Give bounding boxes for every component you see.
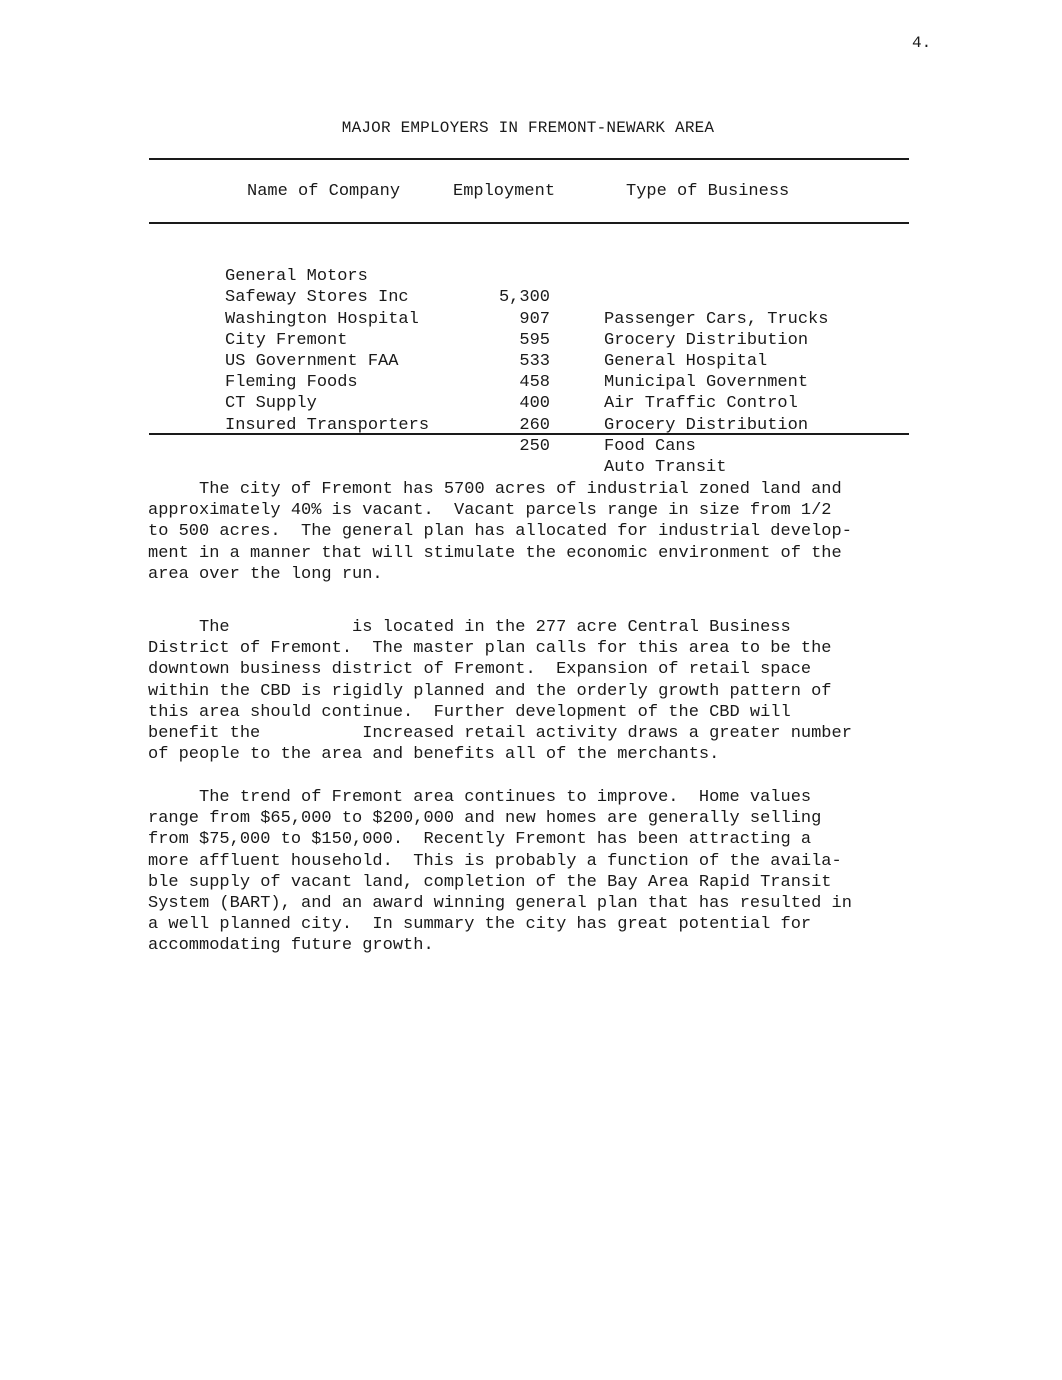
paragraph-line: District of Fremont. The master plan calls for this area to be the — [148, 639, 832, 659]
paragraph-line: of people to the area and benefits all of the merchants. — [148, 745, 720, 765]
paragraph-line: The city of Fremont has 5700 acres of industrial zoned land and — [148, 480, 842, 499]
employment-count: 5,300 — [498, 288, 550, 308]
page-number: 4. — [912, 34, 932, 52]
company-name: Insured Transporters — [225, 415, 430, 435]
company-name: Washington Hospital — [225, 309, 419, 329]
business-type: Food Cans — [604, 436, 696, 456]
table-bottom-rule — [149, 433, 909, 435]
paragraph-line: downtown business district of Fremont. Expansion of retail space — [148, 660, 812, 680]
paragraph-line: this area should continue. Further development of the CBD will — [148, 702, 791, 722]
column-header-company: Name of Company — [247, 182, 401, 201]
paragraph-line: accommodating future growth. — [148, 936, 434, 956]
company-name: Fleming Foods — [225, 373, 358, 393]
business-type: Grocery Distribution — [604, 330, 809, 350]
column-header-employment: Employment — [453, 182, 556, 201]
paragraph-line: System (BART), and an award winning general plan that has resulted in — [148, 894, 852, 914]
business-type: Passenger Cars, Trucks — [604, 309, 829, 329]
paragraph-line: from $75,000 to $150,000. Recently Fremont has been attracting a — [148, 830, 812, 850]
business-type: Air Traffic Control — [604, 394, 798, 414]
page-title: MAJOR EMPLOYERS IN FREMONT-NEWARK AREA — [341, 119, 715, 137]
paragraph-line: The trend of Fremont area continues to improve. Home values — [148, 788, 812, 807]
paragraph-line: The is located in the 277 acre Central Business — [148, 618, 791, 637]
paragraph-industrial-land — [148, 479, 908, 585]
paragraph-line: benefit the Increased retail activity draws a greater number — [148, 724, 852, 744]
paragraph-line: to 500 acres. The general plan has allocated for industrial develop- — [148, 522, 852, 542]
employment-count: 458 — [519, 373, 550, 393]
paragraph-line: range from $65,000 to $200,000 and new homes are generally selling — [148, 809, 822, 829]
company-name: General Motors — [225, 267, 368, 287]
table-header-rule — [149, 222, 909, 224]
employer-table-body — [0, 245, 1062, 477]
column-header-business-type: Type of Business — [626, 182, 790, 201]
company-name: Safeway Stores Inc — [225, 288, 409, 308]
employment-count: 260 — [519, 415, 550, 435]
employment-count: 595 — [519, 330, 550, 350]
paragraph-line: area over the long run. — [148, 564, 383, 584]
employment-count: 250 — [519, 436, 550, 456]
company-name: CT Supply — [225, 394, 317, 414]
business-type: Grocery Distribution — [604, 415, 809, 435]
paragraph-home-values — [148, 787, 908, 957]
business-type: Auto Transit — [604, 457, 727, 477]
employment-count: 907 — [519, 309, 550, 329]
employment-count: 400 — [519, 394, 550, 414]
table-top-rule — [149, 158, 909, 160]
paragraph-line: ble supply of vacant land, completion of the Bay Area Rapid Transit — [148, 872, 832, 892]
paragraph-line: approximately 40% is vacant. Vacant parcels range in size from 1/2 — [148, 501, 832, 521]
paragraph-line: within the CBD is rigidly planned and the orderly growth pattern of — [148, 681, 832, 701]
paragraph-line: a well planned city. In summary the city has great potential for — [148, 915, 812, 935]
business-type: General Hospital — [604, 351, 768, 371]
paragraph-line: ment in a manner that will stimulate the economic environment of the — [148, 543, 842, 563]
business-type: Municipal Government — [604, 373, 809, 393]
employment-count: 533 — [519, 351, 550, 371]
paragraph-line: more affluent household. This is probably a function of the availa- — [148, 851, 842, 871]
company-name: City Fremont — [225, 330, 348, 350]
paragraph-central-business-district — [148, 617, 908, 765]
company-name: US Government FAA — [225, 351, 399, 371]
